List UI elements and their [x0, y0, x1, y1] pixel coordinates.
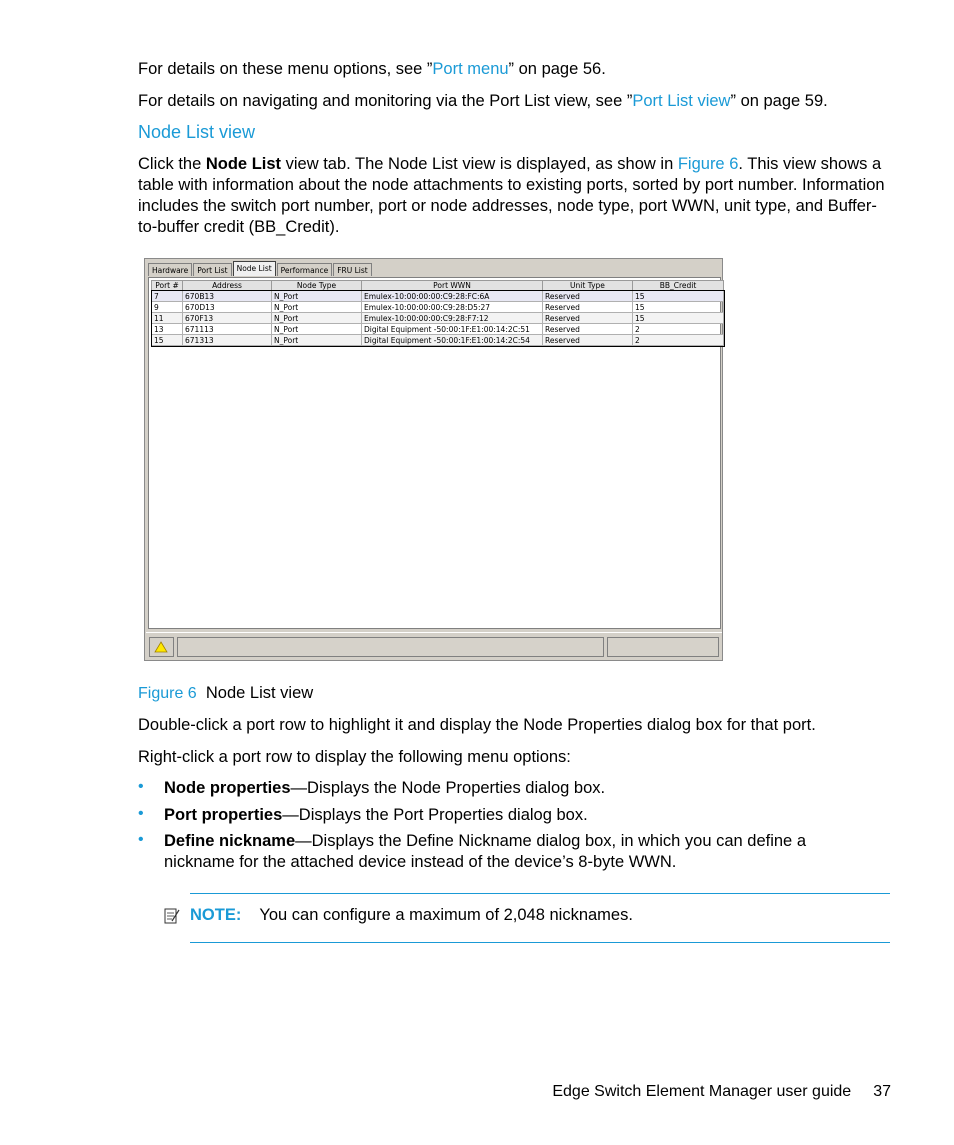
table-cell: 670D13 [183, 302, 272, 313]
list-item-port-properties: Port properties—Displays the Port Properties dialog box. [164, 806, 588, 824]
table-row[interactable] [152, 291, 724, 302]
bullet-marker: • [138, 805, 144, 822]
note-label: NOTE: [190, 906, 242, 924]
figure-6-link[interactable]: Figure 6 [677, 155, 739, 173]
node-list-screenshot [144, 258, 723, 661]
port-list-view-link[interactable]: Port List view [632, 92, 731, 110]
page-footer [552, 1083, 891, 1101]
paragraph-right-click: Right-click a port row to display the following menu options: [138, 748, 571, 766]
note-icon [163, 907, 181, 925]
tab-performance[interactable]: Performance [277, 263, 333, 276]
node-list-table [151, 280, 724, 346]
status-bar [146, 632, 722, 660]
table-cell: 671113 [183, 324, 272, 335]
table-cell: Digital Equipment -50:00:1F:E1:00:14:2C:54 [362, 335, 543, 346]
intro-paragraph-2: For details on navigating and monitoring via the Port List view, see ”Port List view” on page 59. [138, 92, 828, 110]
table-cell: 15 [633, 302, 724, 313]
table-cell: N_Port [272, 324, 362, 335]
table-cell: Reserved [543, 335, 633, 346]
figure-caption: Figure 6 Node List view [138, 684, 314, 702]
table-cell: N_Port [272, 313, 362, 324]
column-header-bb-credit[interactable]: BB_Credit [633, 281, 724, 291]
tab-hardware[interactable]: Hardware [148, 263, 192, 276]
note [190, 905, 633, 926]
paragraph-double-click: Double-click a port row to highlight it and display the Node Properties dialog box for that port. [138, 716, 816, 734]
table-cell: 13 [152, 324, 183, 335]
table-cell: N_Port [272, 335, 362, 346]
column-header-node-type[interactable]: Node Type [272, 281, 362, 291]
table-cell: 15 [152, 335, 183, 346]
intro-paragraph-1: For details on these menu options, see ”Port menu” on page 56. [138, 60, 606, 78]
table-cell: 15 [633, 291, 724, 302]
table-cell: Reserved [543, 302, 633, 313]
table-cell: Digital Equipment -50:00:1F:E1:00:14:2C:51 [362, 324, 543, 335]
section-paragraph: Click the Node List view tab. The Node List view is displayed, as show in Figure 6. This view shows a table with information about the node attachments to existing ports, sorted by port number. Information includes the switch port number, port or node addresses, node type, port WWN, unit type, and Buffer-to-buffer credit (BB_Credit). [138, 155, 885, 236]
port-menu-link[interactable]: Port menu [432, 60, 509, 78]
table-cell: 11 [152, 313, 183, 324]
tab-node-list[interactable]: Node List [233, 261, 276, 276]
column-header-port[interactable]: Port # [152, 281, 183, 291]
note-top-rule [190, 893, 890, 894]
table-cell: Emulex-10:00:00:00:C9:28:D5:27 [362, 302, 543, 313]
table-cell: N_Port [272, 291, 362, 302]
column-header-unit-type[interactable]: Unit Type [543, 281, 633, 291]
list-item-node-properties: Node properties—Displays the Node Properties dialog box. [164, 779, 606, 797]
list-item-define-nickname: Define nickname—Displays the Define Nickname dialog box, in which you can define a nickname for the attached device instead of the device’s 8-byte WWN. [164, 832, 806, 871]
table-cell: N_Port [272, 302, 362, 313]
table-cell: Emulex-10:00:00:00:C9:28:F7:12 [362, 313, 543, 324]
warning-icon [150, 638, 173, 656]
table-row[interactable] [152, 324, 724, 335]
footer-title: Edge Switch Element Manager user guide [552, 1083, 852, 1100]
section-heading: Node List view [138, 122, 256, 142]
table-cell: Reserved [543, 313, 633, 324]
table-cell: 671313 [183, 335, 272, 346]
table-cell: 15 [633, 313, 724, 324]
column-header-address[interactable]: Address [183, 281, 272, 291]
table-cell: Reserved [543, 291, 633, 302]
column-header-port-wwn[interactable]: Port WWN [362, 281, 543, 291]
table-row[interactable] [152, 302, 724, 313]
tab-port-list[interactable]: Port List [193, 263, 231, 276]
status-secondary-field [607, 637, 719, 657]
table-header-row [152, 281, 724, 291]
tab-bar [148, 263, 373, 277]
table-cell: Reserved [543, 324, 633, 335]
table-cell: 670F13 [183, 313, 272, 324]
tab-fru-list[interactable]: FRU List [333, 263, 372, 276]
table-cell: 7 [152, 291, 183, 302]
status-message-field [177, 637, 604, 657]
status-warning-button[interactable] [149, 637, 174, 657]
table-cell: 9 [152, 302, 183, 313]
node-list-pane [148, 277, 721, 629]
table-row[interactable] [152, 335, 724, 346]
table-cell: 670B13 [183, 291, 272, 302]
table-cell: Emulex-10:00:00:00:C9:28:FC:6A [362, 291, 543, 302]
table-cell: 2 [633, 335, 724, 346]
note-bottom-rule [190, 942, 890, 943]
figure-label: Figure 6 [138, 685, 197, 702]
bullet-marker: • [138, 831, 144, 848]
table-row[interactable] [152, 313, 724, 324]
page-number: 37 [873, 1083, 891, 1100]
table-cell: 2 [633, 324, 724, 335]
note-text: You can configure a maximum of 2,048 nicknames. [259, 906, 633, 924]
bullet-marker: • [138, 778, 144, 795]
